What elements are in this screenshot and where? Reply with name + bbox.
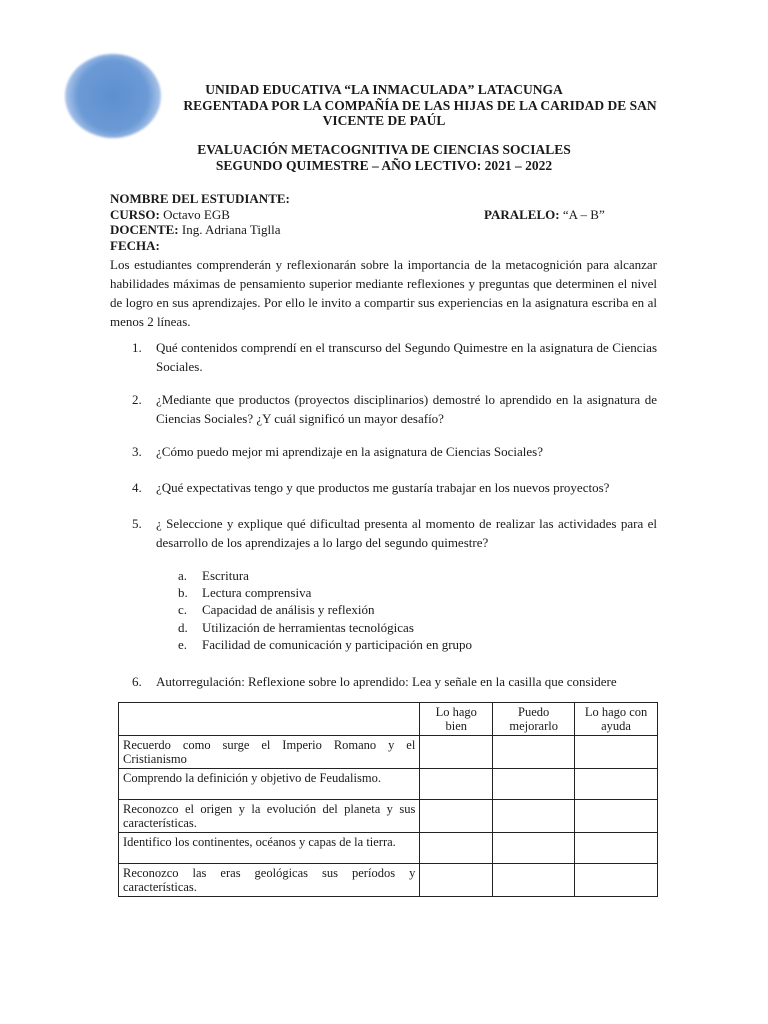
table-row <box>119 736 658 769</box>
table-row <box>119 864 658 897</box>
checkbox-cell-can-improve[interactable] <box>493 800 575 833</box>
question-text: ¿ Seleccione y explique qué dificultad presenta al momento de realizar las actividades para el desarrollo de los aprendizajes a lo largo del segundo quimestre? <box>156 516 657 550</box>
document-title: EVALUACIÓN METACOGNITIVA DE CIENCIAS SOCIALES <box>197 142 571 157</box>
parallel-value: “A – B” <box>562 207 605 222</box>
question-text: ¿Cómo puedo mejor mi aprendizaje en la asignatura de Ciencias Sociales? <box>156 444 543 459</box>
parallel-field <box>484 207 605 223</box>
teacher-label: DOCENTE: <box>110 222 179 237</box>
course-value: Octavo EGB <box>163 207 230 222</box>
student-name-label: NOMBRE DEL ESTUDIANTE: <box>110 191 290 206</box>
criterion-cell: Recuerdo como surge el Imperio Romano y el Cristianismo <box>119 736 420 769</box>
question-text: ¿Mediante que productos (proyectos disciplinarios) demostré lo aprendido en la asignatura de Ciencias Sociales? ¿Y cuál significó un mayor desafío? <box>156 392 657 426</box>
table-row <box>119 769 658 800</box>
table-header-criteria <box>119 703 420 736</box>
teacher-value: Ing. Adriana Tiglla <box>181 222 281 237</box>
option-letter: c. <box>178 602 188 617</box>
parallel-label: PARALELO: <box>484 207 560 222</box>
checkbox-cell-with-help[interactable] <box>575 800 658 833</box>
criterion-cell: Reconozco el origen y la evolución del planeta y sus características. <box>119 800 420 833</box>
option-letter: d. <box>178 620 188 635</box>
table-header-do-well: Lo hago bien <box>420 703 493 736</box>
checkbox-cell-with-help[interactable] <box>575 769 658 800</box>
teacher-field <box>110 222 280 238</box>
question-number: 4. <box>132 480 142 495</box>
option-text: Lectura comprensiva <box>202 585 312 600</box>
student-name-field <box>110 191 290 207</box>
question-text: Autorregulación: Reflexione sobre lo aprendido: Lea y señale en la casilla que considere <box>156 674 617 689</box>
course-field <box>110 207 230 223</box>
option-letter: e. <box>178 637 188 652</box>
question-number: 3. <box>132 444 142 459</box>
course-label: CURSO: <box>110 207 160 222</box>
checkbox-cell-can-improve[interactable] <box>493 833 575 864</box>
school-subtitle-cont: VICENTE DE PAÚL <box>322 113 446 128</box>
criterion-cell: Identifico los continentes, océanos y capas de la tierra. <box>119 833 420 864</box>
question-number: 6. <box>132 674 142 689</box>
checkbox-cell-do-well[interactable] <box>420 864 493 897</box>
option-text: Escritura <box>202 568 249 583</box>
checkbox-cell-do-well[interactable] <box>420 800 493 833</box>
document-subtitle: SEGUNDO QUIMESTRE – AÑO LECTIVO: 2021 – 2022 <box>215 158 553 173</box>
date-label: FECHA: <box>110 238 160 253</box>
checkbox-cell-can-improve[interactable] <box>493 736 575 769</box>
option-letter: a. <box>178 568 188 583</box>
checkbox-cell-with-help[interactable] <box>575 864 658 897</box>
option-text: Capacidad de análisis y reflexión <box>202 602 375 617</box>
criterion-cell: Reconozco las eras geológicas sus períodos y características. <box>119 864 420 897</box>
self-assessment-table <box>118 702 658 897</box>
date-field <box>110 238 160 254</box>
table-header-row <box>119 703 658 736</box>
checkbox-cell-do-well[interactable] <box>420 833 493 864</box>
question-text: Qué contenidos comprendí en el transcurso del Segundo Quimestre en la asignatura de Ciencias Sociales. <box>156 340 657 374</box>
intro-paragraph: Los estudiantes comprenderán y reflexionarán sobre la importancia de la metacognición para alcanzar habilidades máximas de pensamiento superior mediante reflexiones y preguntas que determinen el nivel de logro en sus aprendizajes. Por ello le invito a compartir sus experiencias en la asignatura escriba en al menos 2 líneas. <box>110 257 657 329</box>
option-text: Facilidad de comunicación y participación en grupo <box>202 637 473 652</box>
checkbox-cell-can-improve[interactable] <box>493 864 575 897</box>
criterion-cell: Comprendo la definición y objetivo de Feudalismo. <box>119 769 420 800</box>
question-number: 5. <box>132 516 142 531</box>
question-number: 2. <box>132 392 142 407</box>
checkbox-cell-with-help[interactable] <box>575 736 658 769</box>
school-subtitle: REGENTADA POR LA COMPAÑÍA DE LAS HIJAS DE LA CARIDAD DE SAN <box>183 98 657 113</box>
option-text: Utilización de herramientas tecnológicas <box>202 620 414 635</box>
option-letter: b. <box>178 585 188 600</box>
table-row <box>119 833 658 864</box>
checkbox-cell-can-improve[interactable] <box>493 769 575 800</box>
checkbox-cell-do-well[interactable] <box>420 736 493 769</box>
checkbox-cell-with-help[interactable] <box>575 833 658 864</box>
question-number: 1. <box>132 340 142 355</box>
checkbox-cell-do-well[interactable] <box>420 769 493 800</box>
table-header-can-improve: Puedo mejorarlo <box>493 703 575 736</box>
question-text: ¿Qué expectativas tengo y que productos me gustaría trabajar en los nuevos proyectos? <box>156 480 610 495</box>
table-row <box>119 800 658 833</box>
table-header-with-help: Lo hago con ayuda <box>575 703 658 736</box>
school-name: UNIDAD EDUCATIVA “LA INMACULADA” LATACUNGA <box>205 82 563 97</box>
